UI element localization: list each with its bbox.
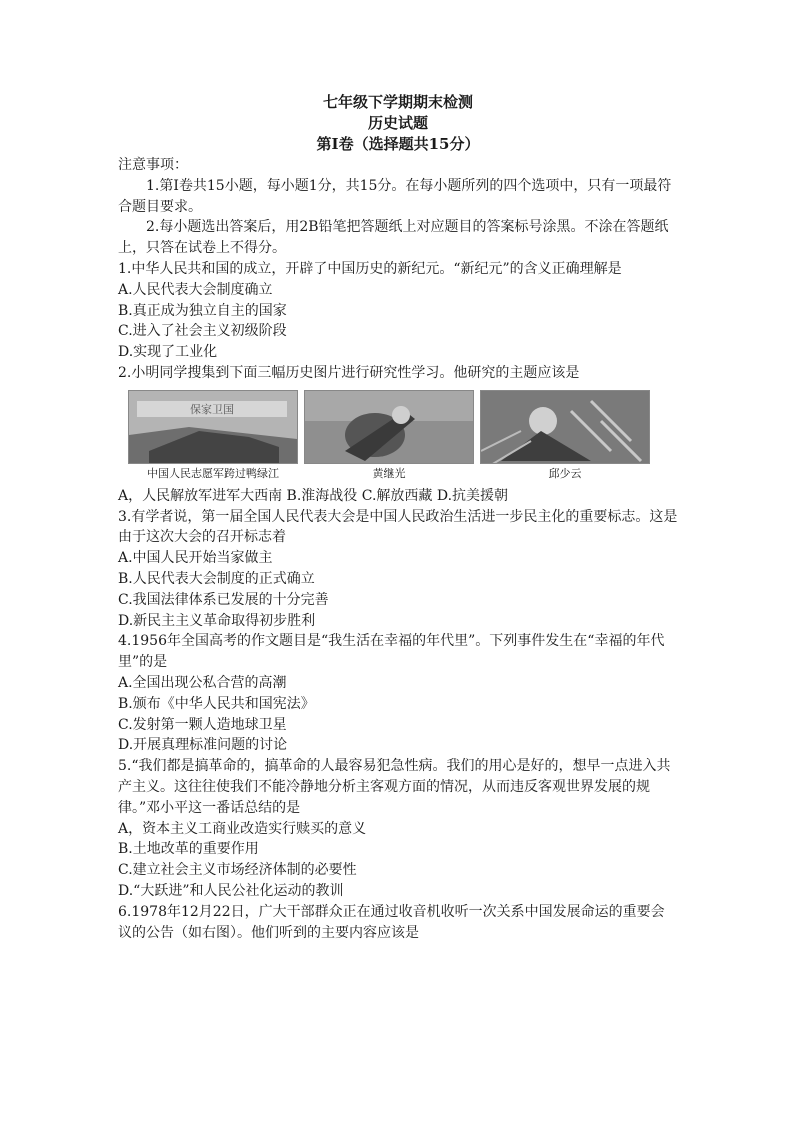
answer-options-line: A，人民解放军进军大西南 B.淮海战役 C.解放西藏 D.抗美援朝 [118, 487, 509, 504]
answer-option: C.发射第一颗人造地球卫星 [118, 716, 287, 733]
photo-volunteers-crossing-yalu [128, 390, 298, 464]
section-title: 第Ⅰ卷（选择题共15分） [316, 135, 480, 153]
question-stem: 3.有学者说，第一届全国人民代表大会是中国人民政治生活进一步民主化的重要标志。这是由于这次大会的召开标志着 [118, 508, 678, 546]
subject-title: 历史试题 [367, 114, 428, 132]
note-item: 1.第Ⅰ卷共15小题，每小题1分，共15分。在每小题所列的四个选项中，只有一项最符合题目要求。 [118, 177, 672, 215]
question-stem: 4.1956年全国高考的作文题目是“我生活在幸福的年代里”。下列事件发生在“幸福的年代里”的是 [118, 633, 665, 671]
historical-photos [128, 390, 678, 482]
photo-caption: 中国人民志愿军跨过鸭绿江 [147, 466, 279, 480]
answer-option: C.进入了社会主义初级阶段 [118, 323, 287, 340]
answer-option: D.开展真理标准问题的讨论 [118, 737, 288, 754]
exam-page [118, 92, 678, 943]
photo-caption: 黄继光 [372, 466, 406, 480]
answer-option: D.新民主主义革命取得初步胜利 [118, 612, 316, 629]
answer-option: D.实现了工业化 [118, 344, 218, 361]
notes-heading: 注意事项： [118, 157, 188, 173]
exam-title: 七年级下学期期末检测 [322, 93, 473, 111]
photo-figure-huang [304, 390, 474, 482]
question-stem: 1.中华人民共和国的成立，开辟了中国历史的新纪元。“新纪元”的含义正确理解是 [118, 260, 622, 277]
question-stem: 5.“我们都是搞革命的，搞革命的人最容易犯急性病。我们的用心是好的，想早一点进入共产主义。这往往使我们不能冷静地分析主客观方面的情况，从而违反客观世界发展的规律。”邓小平这一番话总结的是 [118, 758, 671, 816]
question-stem: 6.1978年12月22日，广大干部群众正在通过收音机收听一次关系中国发展命运的重要会议的公告（如右图）。他们听到的主要内容应该是 [118, 903, 665, 941]
answer-option: B.人民代表大会制度的正式确立 [118, 570, 315, 587]
photo-figure-qiu [480, 390, 650, 482]
answer-option: A.中国人民开始当家做主 [118, 550, 273, 567]
answer-option: B.土地改革的重要作用 [118, 841, 259, 858]
note-item: 2.每小题选出答案后，用2B铅笔把答题纸上对应题目的答案标号涂黑。不涂在答题纸上，只答在试卷上不得分。 [118, 219, 669, 257]
answer-option: C.我国法律体系已发展的十分完善 [118, 591, 329, 608]
answer-option: D.“大跃进”和人民公社化运动的教训 [118, 882, 344, 899]
question-stem: 2.小明同学搜集到下面三幅历史图片进行研究性学习。他研究的主题应该是 [118, 364, 580, 381]
answer-option: A，资本主义工商业改造实行赎买的意义 [118, 820, 367, 837]
photo-banner-text: 保家卫国 [190, 402, 234, 416]
answer-option: C.建立社会主义市场经济体制的必要性 [118, 862, 357, 879]
answer-option: A.全国出现公私合营的高潮 [118, 674, 287, 691]
photo-qiu-shaoyun [480, 390, 650, 464]
photo-figure-yalu [128, 390, 298, 482]
answer-option: B.颁布《中华人民共和国宪法》 [118, 695, 315, 712]
photo-huang-jiguang [304, 390, 474, 464]
answer-option: B.真正成为独立自主的国家 [118, 302, 287, 319]
answer-option: A.人民代表大会制度确立 [118, 281, 273, 298]
photo-caption: 邱少云 [548, 466, 582, 480]
